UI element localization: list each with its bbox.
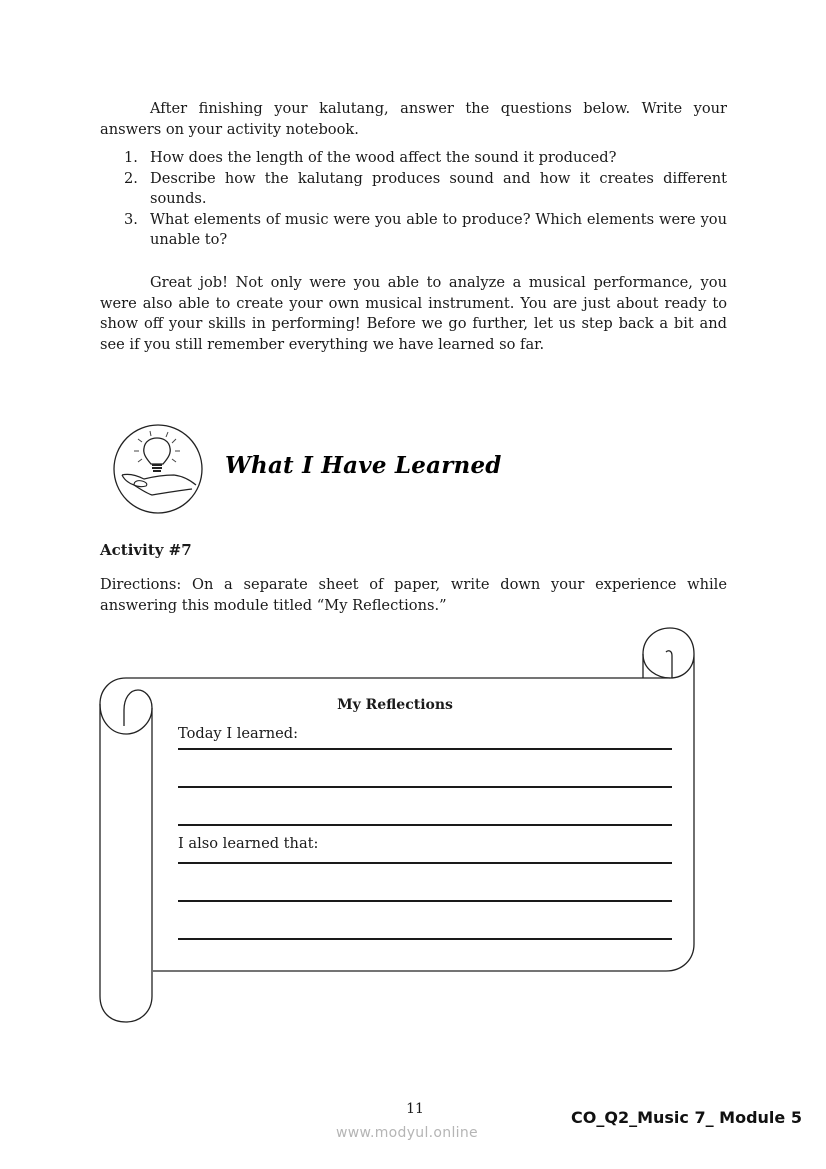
question-number: 2.	[124, 169, 138, 187]
prompt-also-learned: I also learned that:	[178, 835, 319, 852]
answer-line[interactable]	[178, 786, 672, 788]
prompt-today-learned: Today I learned:	[178, 725, 298, 742]
watermark: www.modyul.online	[336, 1125, 478, 1141]
module-code: CO_Q2_Music 7_ Module 5	[571, 1108, 802, 1127]
answer-line[interactable]	[178, 824, 672, 826]
question-text: Describe how the kalutang produces sound and how it creates different sounds.	[150, 169, 727, 207]
question-number: 1.	[124, 149, 138, 166]
intro-paragraph: After finishing your kalutang, answer the questions below. Write your answers on your activity notebook.	[100, 100, 727, 138]
question-text: What elements of music were you able to produce? Which elements were you unable to?	[150, 210, 727, 248]
activity-heading: Activity #7	[100, 541, 192, 559]
answer-line[interactable]	[178, 900, 672, 902]
lightbulb-in-hand-icon	[112, 423, 204, 515]
question-item	[100, 148, 727, 169]
activity-directions: Directions: On a separate sheet of paper, write down your experience while answering this module titled “My Reflections.”	[100, 576, 727, 614]
question-text: How does the length of the wood affect the sound it produced?	[150, 149, 617, 166]
section-title: What I Have Learned	[225, 452, 502, 479]
reflections-scroll-frame	[98, 626, 698, 1026]
answer-line[interactable]	[178, 748, 672, 750]
page-number: 11	[406, 1101, 424, 1117]
reflections-title: My Reflections	[337, 697, 453, 713]
question-item	[100, 169, 727, 210]
question-list	[100, 148, 727, 251]
question-item	[100, 210, 727, 251]
closing-paragraph: Great job! Not only were you able to analyze a musical performance, you were also able to create your own musical instrument. You are just about ready to show off your skills in performing! Before we go further, let us step back a bit and see if you still remember everything we have learned so far.	[100, 274, 727, 353]
answer-line[interactable]	[178, 938, 672, 940]
question-number: 3.	[124, 210, 138, 228]
answer-line[interactable]	[178, 862, 672, 864]
